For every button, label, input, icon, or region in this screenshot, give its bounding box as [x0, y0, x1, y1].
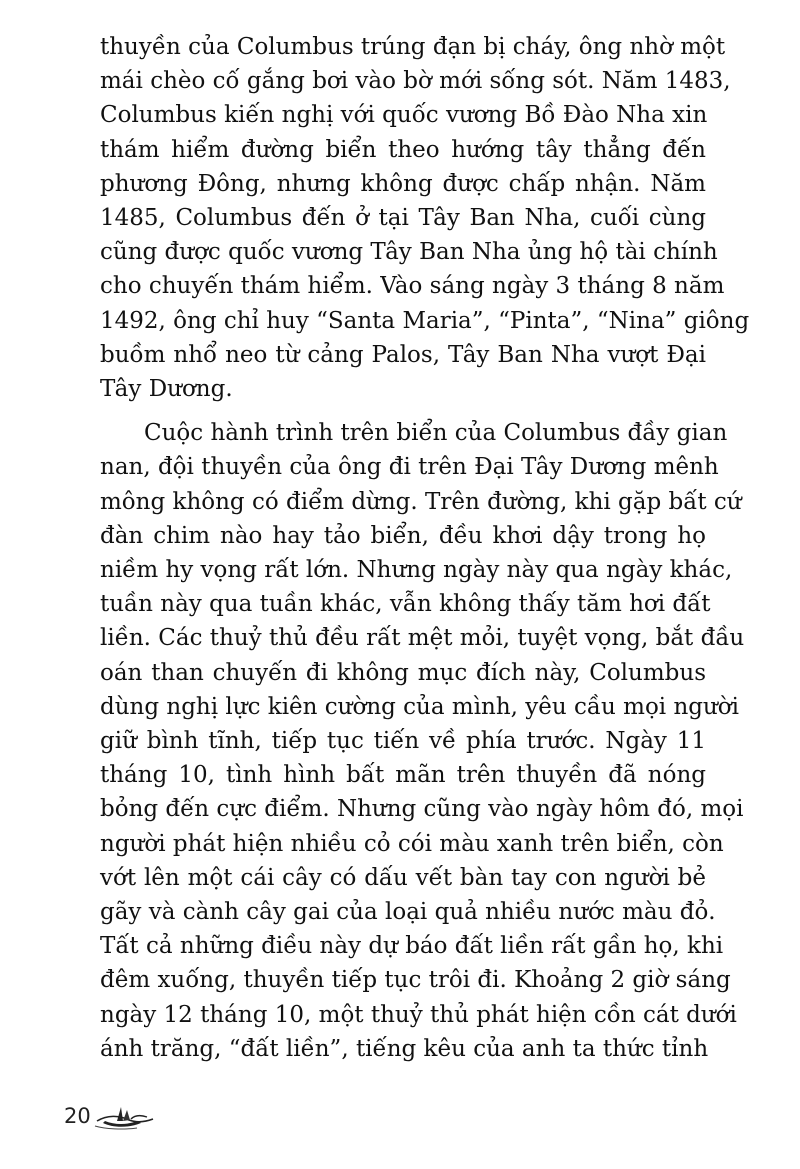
text-line: thuyền của Columbus trúng đạn bị cháy, ông nhờ một: [100, 34, 726, 60]
paragraph-1: [100, 30, 750, 406]
page-number: 20: [64, 1104, 91, 1128]
text-line: oán than chuyến đi không mục đích này, Columbus: [100, 659, 706, 686]
body-text: [100, 30, 750, 1066]
text-line: mái chèo cố gắng bơi vào bờ mới sống sót. Năm 1483,: [100, 68, 731, 95]
text-line: liền. Các thuỷ thủ đều rất mệt mỏi, tuyệt vọng, bắt đầu: [100, 625, 745, 652]
page-footer: [64, 1100, 155, 1132]
text-line: 1492, ông chỉ huy “Santa Maria”, “Pinta”, “Nina” giông: [100, 307, 750, 334]
text-line: Cuộc hành trình trên biển của Columbus đầy gian: [144, 420, 728, 447]
text-line: Tất cả những điều này dự báo đất liền rất gần họ, khi: [100, 933, 724, 960]
text-line: giữ bình tĩnh, tiếp tục tiến về phía trước. Ngày 11: [100, 728, 706, 755]
text-line: buồm nhổ neo từ cảng Palos, Tây Ban Nha vượt Đại: [100, 341, 706, 368]
text-line: cũng được quốc vương Tây Ban Nha ủng hộ tài chính: [100, 239, 718, 266]
text-line: Columbus kiến nghị với quốc vương Bồ Đào Nha xin: [100, 102, 708, 129]
text-line: ánh trăng, “đất liền”, tiếng kêu của anh ta thức tỉnh: [100, 1035, 709, 1062]
text-line: thám hiểm đường biển theo hướng tây thẳng đến: [100, 136, 706, 163]
text-line: phương Đông, nhưng không được chấp nhận. Năm: [100, 170, 706, 197]
text-line: ngày 12 tháng 10, một thuỷ thủ phát hiện cồn cát dưới: [100, 1001, 737, 1028]
text-line: tuần này qua tuần khác, vẫn không thấy tăm hơi đất: [100, 591, 711, 618]
text-line: cho chuyến thám hiểm. Vào sáng ngày 3 tháng 8 năm: [100, 273, 725, 300]
text-line: nan, đội thuyền của ông đi trên Đại Tây Dương mênh: [100, 454, 719, 481]
text-line: đàn chim nào hay tảo biển, đều khơi dậy trong họ: [100, 522, 706, 549]
text-line: 1485, Columbus đến ở tại Tây Ban Nha, cuối cùng: [100, 205, 706, 232]
text-line: gãy và cành cây gai của loại quả nhiều nước màu đỏ.: [100, 899, 716, 926]
text-line: Tây Dương.: [100, 376, 233, 403]
text-line: đêm xuống, thuyền tiếp tục trôi đi. Khoảng 2 giờ sáng: [100, 967, 731, 994]
text-line: niềm hy vọng rất lớn. Nhưng ngày này qua ngày khác,: [100, 557, 733, 584]
text-line: tháng 10, tình hình bất mãn trên thuyền đã nóng: [100, 762, 706, 789]
text-line: mông không có điểm dừng. Trên đường, khi gặp bất cứ: [100, 488, 742, 515]
text-line: bỏng đến cực điểm. Nhưng cũng vào ngày hôm đó, mọi: [100, 796, 744, 823]
text-line: dùng nghị lực kiên cường của mình, yêu cầu mọi người: [100, 693, 740, 720]
text-line: vớt lên một cái cây có dấu vết bàn tay con người bẻ: [100, 864, 706, 891]
text-line: người phát hiện nhiều cỏ cói màu xanh trên biển, còn: [100, 830, 724, 857]
ship-icon: [93, 1101, 155, 1131]
paragraph-2: [100, 416, 745, 1066]
